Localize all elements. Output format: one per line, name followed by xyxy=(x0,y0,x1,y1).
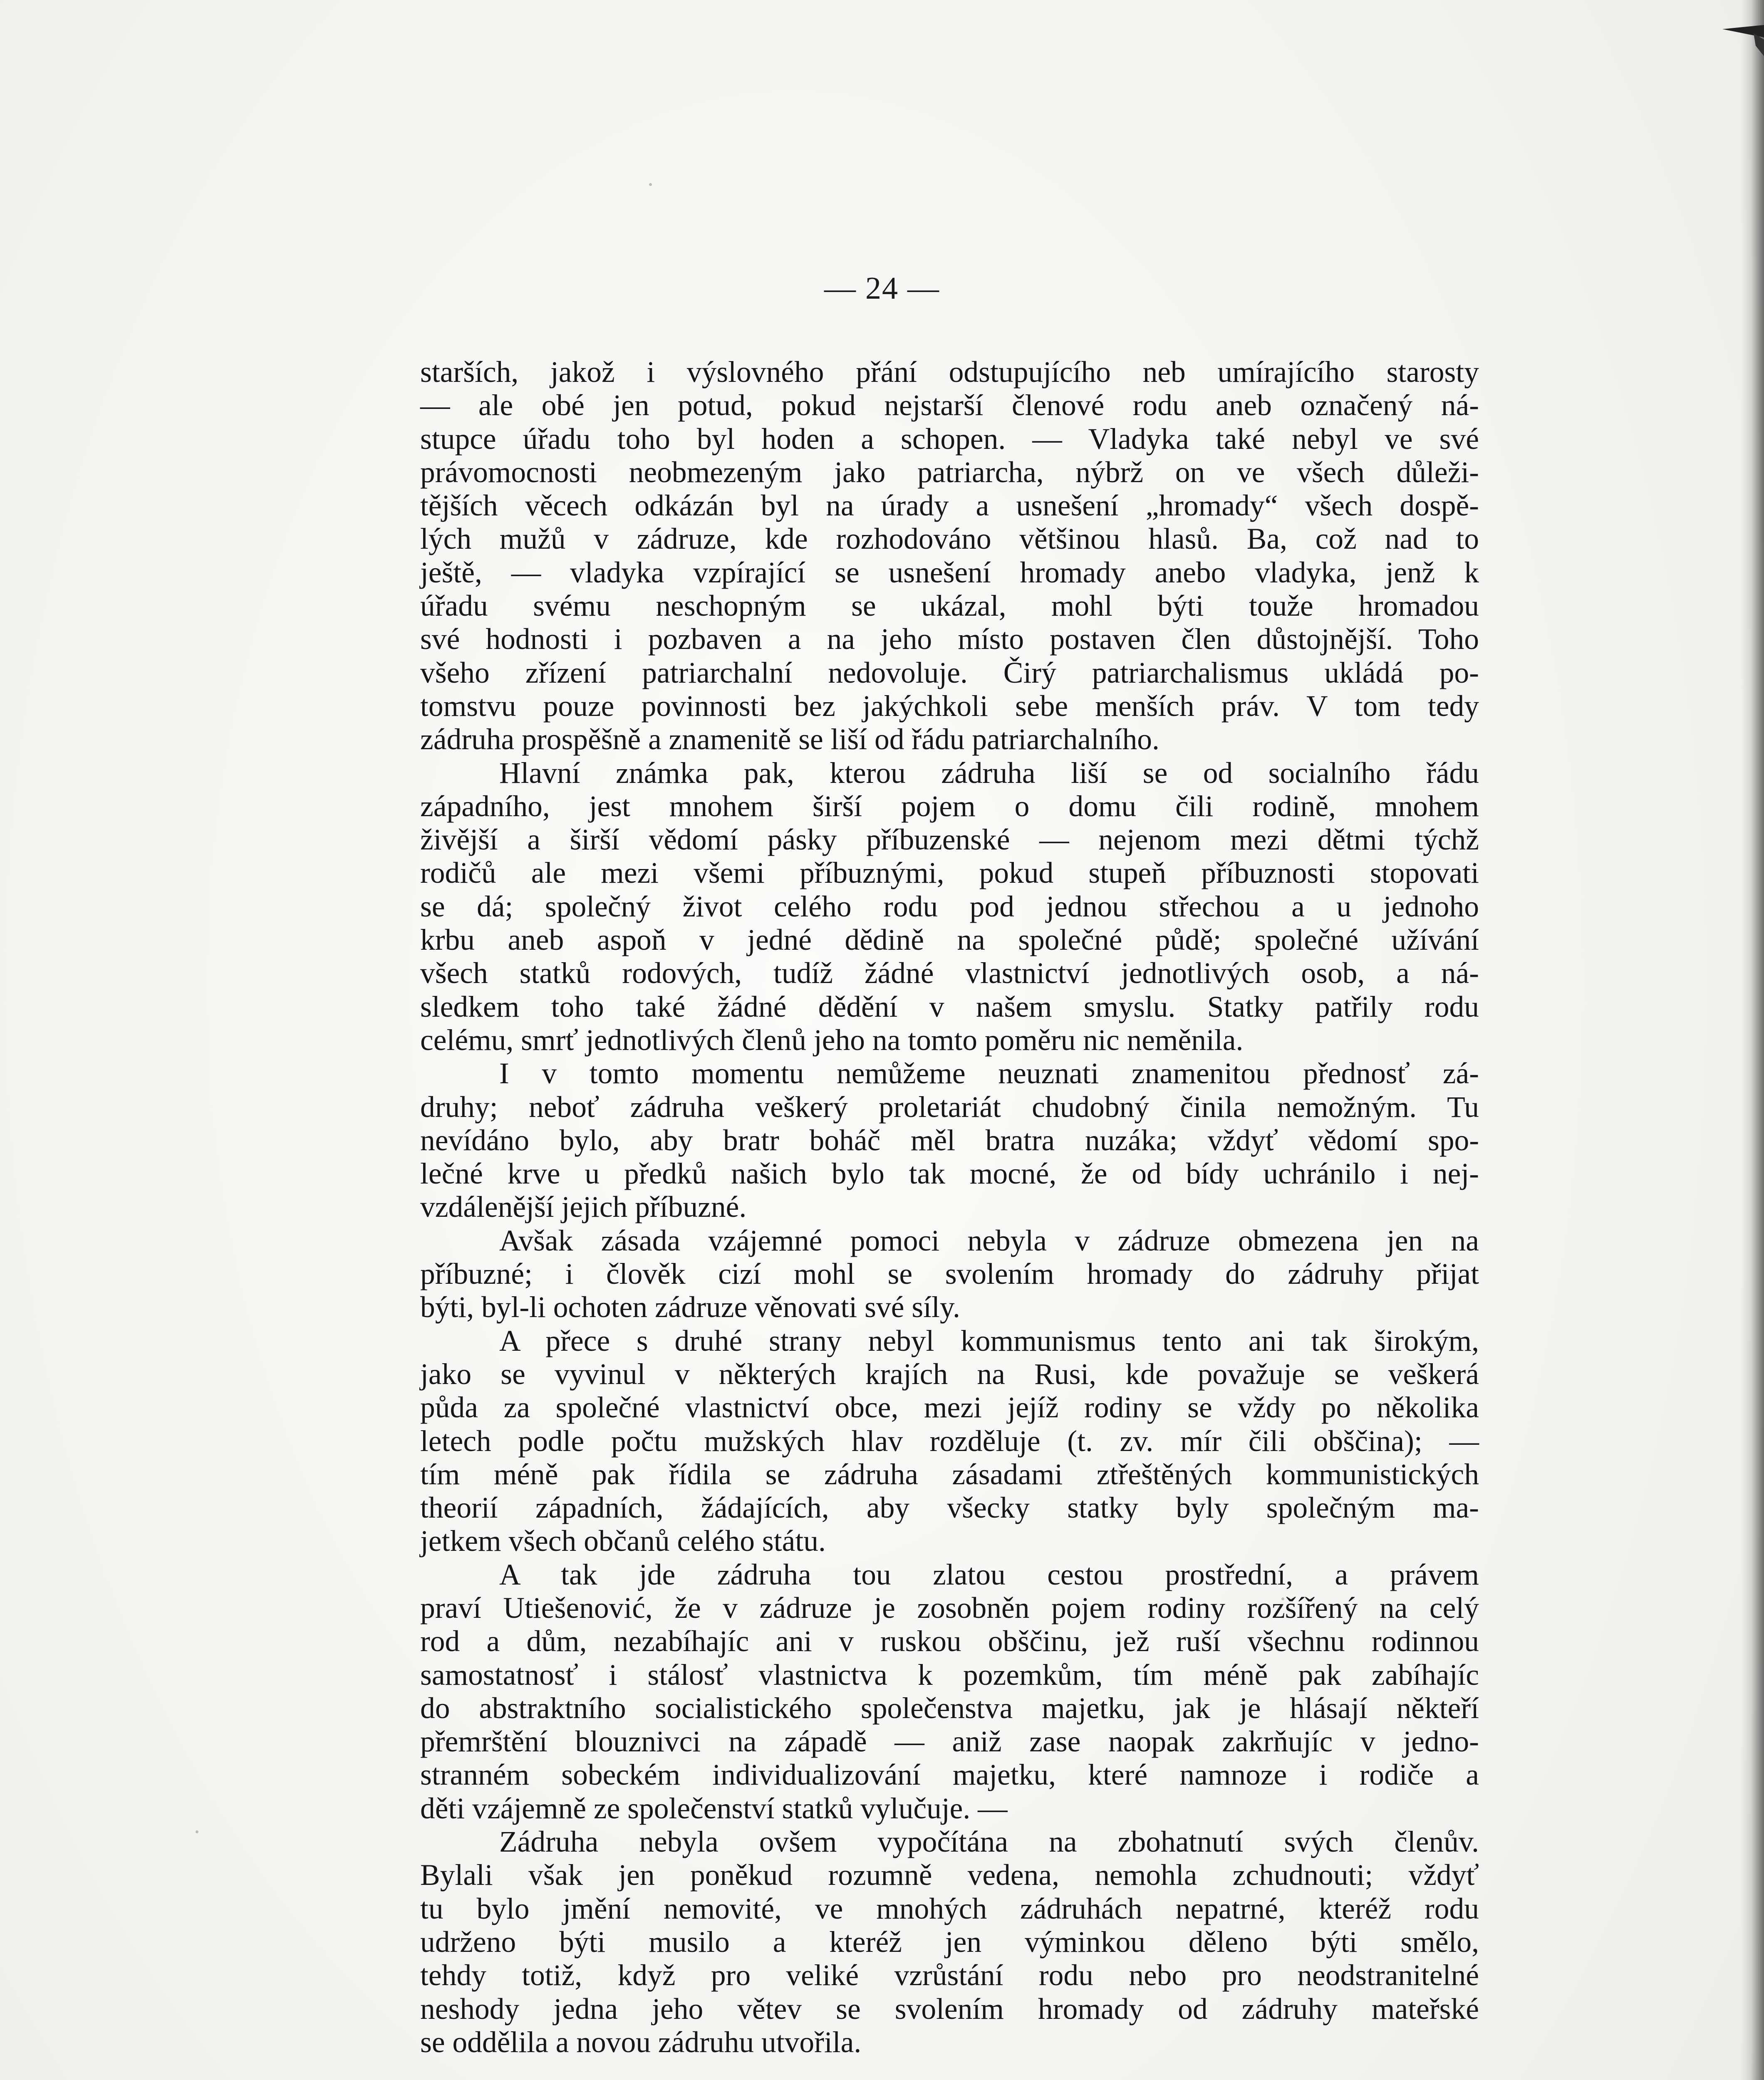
text-line: rodičů ale mezi všemi příbuznými, pokud stupeň příbuznosti stopovati xyxy=(420,857,1479,890)
text-line: A přece s druhé strany nebyl kommunismus tento ani tak širokým, xyxy=(499,1324,1479,1357)
text-line: živější a širší vědomí pásky příbuzenské — nejenom mezi dětmi týchž xyxy=(420,823,1479,857)
text-line: tím méně pak řídila se zádruha zásadami ztřeštěných kommunistických xyxy=(420,1458,1479,1491)
text-line: lečné krve u předků našich bylo tak mocné, že od bídy uchránilo i nej- xyxy=(420,1157,1479,1191)
text-line: se dá; společný život celého rodu pod jednou střechou a u jednoho xyxy=(420,890,1479,923)
text-line: půda za společné vlastnictví obce, mezi jejíž rodiny se vždy po několika xyxy=(420,1391,1479,1424)
text-line: přemrštění blouznivci na západě — aniž zase naopak zakrňujíc v jedno- xyxy=(420,1725,1479,1758)
text-line: právomocnosti neobmezeným jako patriarcha, nýbrž on ve všech důleži- xyxy=(420,456,1479,489)
scan-speck xyxy=(649,183,652,186)
text-line: — ale obé jen potud, pokud nejstarší členové rodu aneb označený ná- xyxy=(420,389,1479,422)
text-line: udrženo býti musilo a kteréž jen výminkou děleno býti smělo, xyxy=(420,1925,1479,1959)
page-edge-shadow xyxy=(1741,0,1764,2080)
text-line: krbu aneb aspoň v jedné dědině na společné půdě; společné užívání xyxy=(420,924,1479,957)
text-line: Zádruha nebyla ovšem vypočítána na zbohatnutí svých členův. xyxy=(499,1825,1479,1859)
text-line: Hlavní známka pak, kterou zádruha liší se od socialního řádu xyxy=(499,756,1479,790)
text-line: letech podle počtu mužských hlav rozděluje (t. zv. mír čili obščina); — xyxy=(420,1424,1479,1458)
text-line: I v tomto momentu nemůžeme neuznati znamenitou přednosť zá- xyxy=(499,1057,1479,1090)
text-line: jako se vyvinul v některých krajích na Rusi, kde považuje se veškerá xyxy=(420,1357,1479,1391)
text-line: samostatnosť i stálosť vlastnictva k pozemkům, tím méně pak zabíhajíc xyxy=(420,1658,1479,1691)
corner-scan-mark xyxy=(1714,21,1764,58)
text-line: vzdálenější jejich příbuzné. xyxy=(420,1191,747,1224)
text-line: tomstvu pouze povinnosti bez jakýchkoli sebe menších práv. V tom tedy xyxy=(420,689,1479,723)
text-line: sledkem toho také žádné dědění v našem smyslu. Statky patřily rodu xyxy=(420,990,1479,1023)
text-line: Avšak zásada vzájemné pomoci nebyla v zádruze obmezena jen na xyxy=(499,1224,1479,1257)
text-line: lých mužů v zádruze, kde rozhodováno většinou hlasů. Ba, což nad to xyxy=(420,522,1479,556)
text-line: druhy; neboť zádruha veškerý proletariát chudobný činila nemožným. Tu xyxy=(420,1090,1479,1124)
scan-speck xyxy=(196,1830,198,1833)
page-number: — 24 — xyxy=(824,271,940,306)
text-line: Bylali však jen poněkud rozumně vedena, nemohla zchudnouti; vždyť xyxy=(420,1859,1479,1892)
text-line: zádruha prospěšně a znamenitě se liší od řádu patriarchalního. xyxy=(420,723,1159,756)
text-line: příbuzné; i člověk cizí mohl se svolením hromady do zádruhy přijat xyxy=(420,1258,1479,1291)
text-line: theorií západních, žádajících, aby všecky statky byly společným ma- xyxy=(420,1491,1479,1525)
text-line: tehdy totiž, když pro veliké vzrůstání rodu nebo pro neodstranitelné xyxy=(420,1959,1479,1992)
body-text xyxy=(420,356,1479,2059)
text-line: jetkem všech občanů celého státu. xyxy=(420,1525,826,1558)
text-line: do abstraktního socialistického společenstva majetku, jak je hlásají někteří xyxy=(420,1691,1479,1725)
text-line: se oddělila a novou zádruhu utvořila. xyxy=(420,2026,862,2059)
text-line: všeho zřízení patriarchalní nedovoluje. Čirý patriarchalismus ukládá po- xyxy=(420,656,1479,689)
text-line: své hodnosti i pozbaven a na jeho místo postaven člen důstojnější. Toho xyxy=(420,623,1479,656)
text-line: celému, smrť jednotlivých členů jeho na tomto poměru nic neměnila. xyxy=(420,1023,1244,1057)
text-line: ještě, — vladyka vzpírající se usnešení hromady anebo vladyka, jenž k xyxy=(420,556,1479,589)
text-line: neshody jedna jeho větev se svolením hromady od zádruhy mateřské xyxy=(420,1992,1479,2026)
text-line: stupce úřadu toho byl hoden a schopen. — Vladyka také nebyl ve své xyxy=(420,422,1479,456)
text-line: rod a dům, nezabíhajíc ani v ruskou obščinu, jež ruší všechnu rodinnou xyxy=(420,1625,1479,1658)
text-line: nevídáno bylo, aby bratr boháč měl bratra nuzáka; vždyť vědomí spo- xyxy=(420,1124,1479,1157)
text-line: všech statků rodových, tudíž žádné vlastnictví jednotlivých osob, a ná- xyxy=(420,957,1479,990)
text-line: býti, byl-li ochoten zádruze věnovati své síly. xyxy=(420,1291,960,1324)
text-line: starších, jakož i výslovného přání odstupujícího neb umírajícího starosty xyxy=(420,356,1479,389)
text-line: tějších věcech odkázán byl na úrady a usnešení „hromady“ všech dospě- xyxy=(420,489,1479,522)
text-line: A tak jde zádruha tou zlatou cestou prostřední, a právem xyxy=(499,1558,1479,1591)
text-line: západního, jest mnohem širší pojem o domu čili rodině, mnohem xyxy=(420,790,1479,823)
text-line: praví Utiešenović, že v zádruze je zosobněn pojem rodiny rozšířený na celý xyxy=(420,1591,1479,1624)
text-line: děti vzájemně ze společenství statků vylučuje. — xyxy=(420,1792,1008,1825)
text-line: tu bylo jmění nemovité, ve mnohých zádruhách nepatrné, kteréž rodu xyxy=(420,1892,1479,1925)
text-line: stranném sobeckém individualizování majetku, které namnoze i rodiče a xyxy=(420,1758,1479,1792)
text-line: úřadu svému neschopným se ukázal, mohl býti touže hromadou xyxy=(420,589,1479,623)
